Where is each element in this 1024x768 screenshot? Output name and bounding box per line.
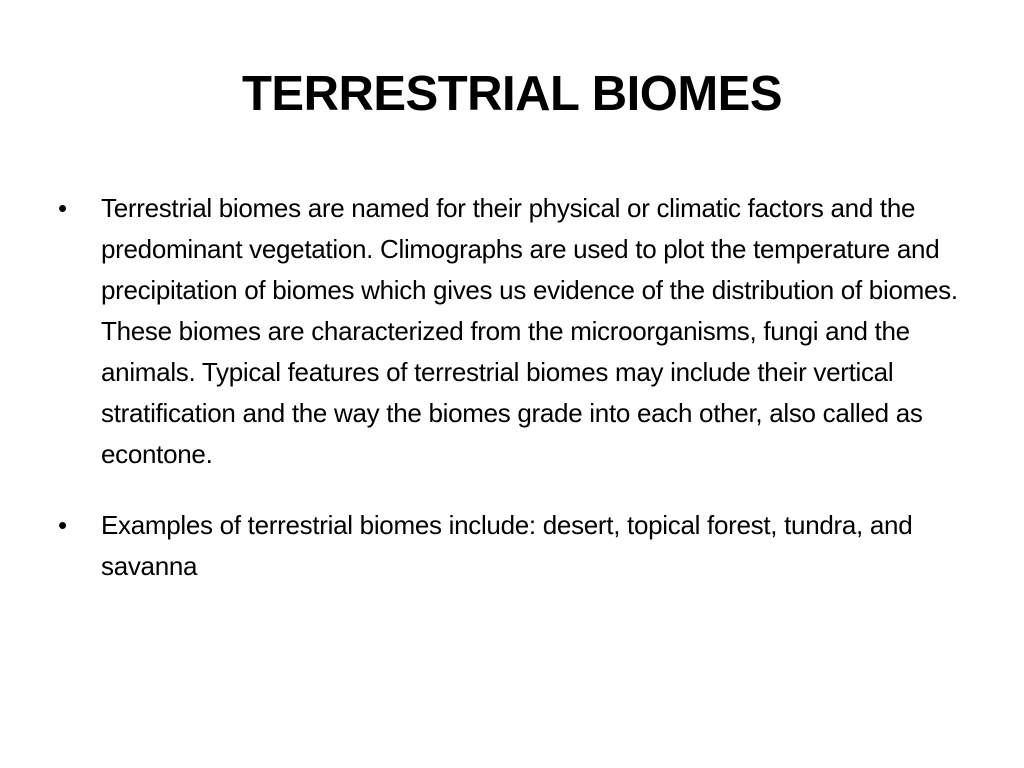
bullet-dot-icon: • xyxy=(58,510,67,540)
bullet-text: Examples of terrestrial biomes include: desert, topical forest, tundra, and savanna xyxy=(101,510,913,581)
bullet-list xyxy=(58,188,978,587)
bullet-item xyxy=(58,188,978,475)
bullet-text: Terrestrial biomes are named for their physical or climatic factors and the predominant vegetation. Climographs are used to plot the temperature and precipitation of biomes which gives us evidence of the distribution of biomes. These biomes are characterized from the microorganisms, fungi and the animals. Typical features of terrestrial biomes may include their vertical stratification and the way the biomes grade into each other, also called as econtone. xyxy=(101,193,958,469)
slide-title: TERRESTRIAL BIOMES xyxy=(241,67,783,121)
bullet-item xyxy=(58,505,978,587)
bullet-dot-icon: • xyxy=(58,193,67,223)
